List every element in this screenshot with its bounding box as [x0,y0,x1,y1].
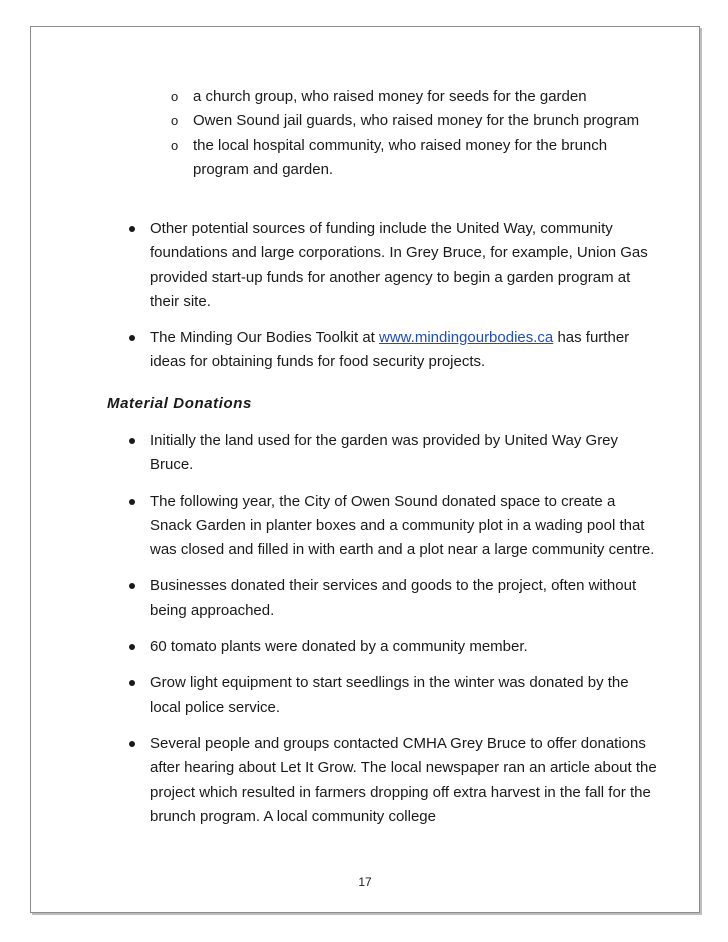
bullet-icon [129,680,135,686]
list-item [128,732,658,829]
page-number: 17 [358,875,372,889]
list-item-text-after-link: has further ideas for obtaining funds for food security projects. [150,329,630,371]
list-item-text: Businesses donated their services and goods to the project, often without being approached. [150,577,637,619]
list-item-text: 60 tomato plants were donated by a community member. [150,638,528,656]
page-frame [30,26,700,913]
section-heading: Material Donations [107,395,252,412]
list-item-text: Several people and groups contacted CMHA Grey Bruce to offer donations after hearing about Let It Grow. The local newspaper ran an article about the project which resulted in farmers dropping off extra harvest in the fall for the brunch program. A local community college [150,734,657,825]
list-item-text: Initially the land used for the garden was provided by United Way Grey Bruce. [150,432,619,474]
list-item-text: Other potential sources of funding include the United Way, community foundations and large corporations. In Grey Bruce, for example, Union Gas provided start-up funds for another agency to begin a garden program at their site. [150,220,648,310]
circle-bullet-icon: o [171,89,179,104]
list-item [128,490,658,563]
sublist-item [167,134,667,183]
bullet-icon [129,335,135,341]
bullet-icon [129,741,135,747]
list-item [128,635,658,659]
sublist-item-text: the local hospital community, who raised money for the brunch program and garden. [193,136,608,178]
page-content [31,27,699,912]
toolkit-link[interactable]: www.mindingourbodies.ca [379,329,554,347]
sublist-item [167,85,667,109]
list-item-text-before-link: The Minding Our Bodies Toolkit at [150,329,380,347]
list-item [128,671,658,720]
material-donations-list [128,429,658,841]
sublist-item-text: Owen Sound jail guards, who raised money for the brunch program [193,112,640,130]
bullet-icon [129,226,135,232]
circle-bullet-icon: o [171,113,179,129]
list-item-text: The following year, the City of Owen Sound donated space to create a Snack Garden in planter boxes and a community plot in a wading pool that was closed and filled in with earth and a plot near a large community centre. [150,492,655,559]
bullet-icon [129,499,135,505]
list-item [128,217,658,314]
sublist-item-text: a church group, who raised money for seeds for the garden [193,88,587,105]
circle-bullet-icon: o [171,137,179,153]
bullet-icon [129,583,135,589]
bullet-icon [129,644,135,650]
sublist-item [167,109,667,133]
list-item [128,429,658,478]
list-item [128,574,658,623]
funding-bullet-list [128,217,658,387]
bullet-icon [129,438,135,444]
list-item [128,326,658,375]
funding-sources-sublist [167,85,667,182]
list-item-text: Grow light equipment to start seedlings in the winter was donated by the local police service. [150,674,629,716]
